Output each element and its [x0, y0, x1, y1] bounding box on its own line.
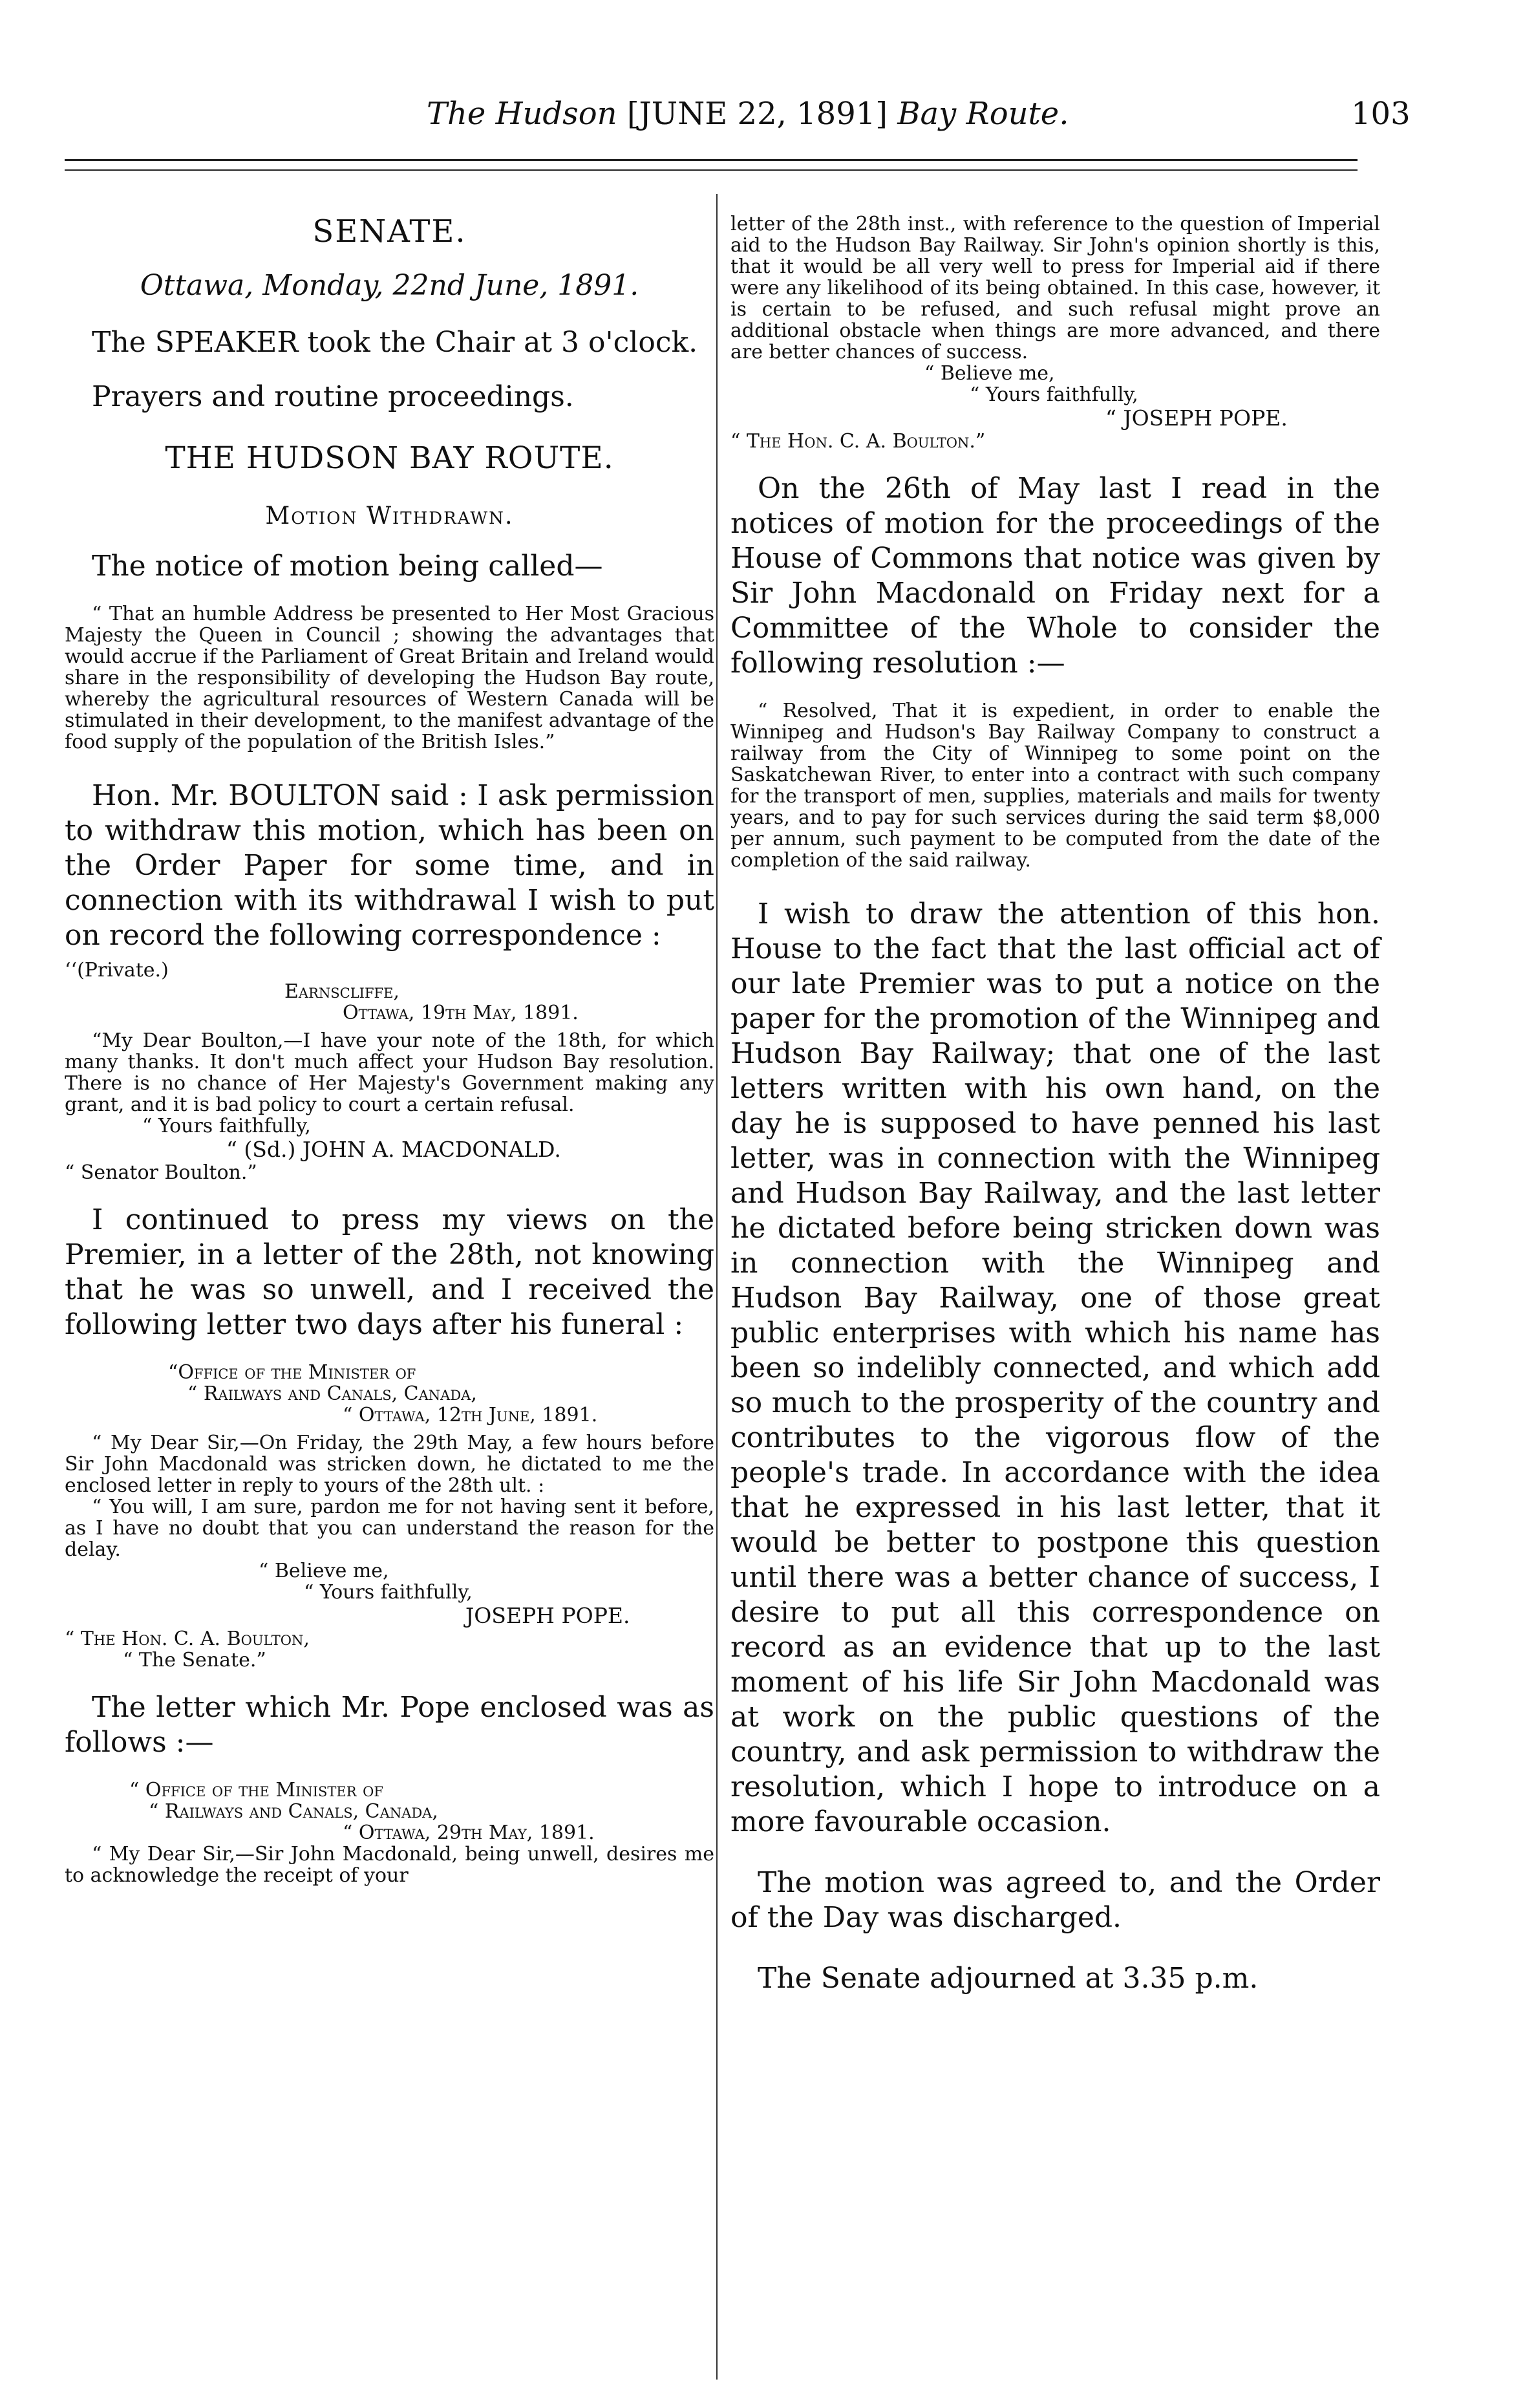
- boulton-speech: Hon. Mr. BOULTON said : I ask permission to withdraw this motion, which has been on the Order Paper for some time, and in connection with its withdrawal I wish to put on record the following correspondence :: [65, 779, 714, 952]
- pope-signature-2: “ JOSEPH POPE.: [1105, 405, 1288, 431]
- header-title: [427, 96, 1069, 132]
- prayers-paragraph: Prayers and routine proceedings.: [92, 380, 574, 413]
- letter2-recipient-senate: “ The Senate.”: [123, 1649, 266, 1672]
- letter2-believe: “ Believe me,: [259, 1560, 389, 1582]
- pope-signature-1: JOSEPH POPE.: [465, 1603, 630, 1628]
- section-title: THE HUDSON BAY ROUTE.: [165, 440, 614, 476]
- letter1-body: “My Dear Boulton,—I have your note of the 18th, for which many thanks. It don't much affect your Hudson Bay resolution. There is no chance of Her Majesty's Government making any grant, and it is bad policy to court a certain refusal.: [65, 1029, 714, 1116]
- letter2-closing: “ Yours faithfully,: [304, 1581, 473, 1604]
- section-subtitle: Motion Withdrawn.: [265, 502, 514, 530]
- notice-paragraph: The notice of motion being called—: [92, 550, 603, 583]
- letter3-body-cont: letter of the 28th inst., with reference to the question of Imperial aid to the Hudson Bay Railway. Sir John's opinion shortly is this, that it would be all very well to press for Imperial aid if there were any likelihood of its being obtained. In this case, however, it is certain to be refused, and such refusal might prove an additional obstacle when things are more advanced, and there are better chances of success.: [730, 213, 1380, 363]
- macdonald-signature: “ (Sd.) JOHN A. MACDONALD.: [226, 1137, 561, 1162]
- session-dateline: Ottawa, Monday, 22nd June, 1891.: [140, 269, 639, 302]
- letter2-body-b: “ You will, I am sure, pardon me for not having sent it before, as I have no doubt that you can understand the reason for the delay.: [65, 1496, 714, 1561]
- running-header: [65, 96, 1411, 147]
- right-column: [730, 213, 1380, 1996]
- letter1-closing: “ Yours faithfully,: [142, 1115, 311, 1137]
- continued-paragraph: I continued to press my views on the Premier, in a letter of the 28th, not knowing that he was so unwell, and I received the following letter two days after his funeral :: [65, 1203, 714, 1341]
- letter1-date: Ottawa, 19th May, 1891.: [343, 1002, 579, 1024]
- header-left-title: The Hudson: [427, 96, 617, 132]
- left-column: [65, 213, 714, 1886]
- enclosed-paragraph: The letter which Mr. Pope enclosed was as follows :—: [65, 1691, 714, 1759]
- header-date: [JUNE 22, 1891]: [626, 96, 888, 132]
- speaker-paragraph: The SPEAKER took the Chair at 3 o'clock.: [92, 326, 698, 359]
- address-quote: “ That an humble Address be presented to Her Most Gracious Majesty the Queen in Council ; showing the advantages that would accrue if the Parliament of Great Britain and Ireland would share in the responsibility of developing the Hudson Bay route, whereby the agricultural resources of Western Canada will be stimulated in their development, to the manifest advantage of the food supply of the population of the British Isles.”: [65, 603, 714, 753]
- letter3-body-start: “ My Dear Sir,—Sir John Macdonald, being unwell, desires me to acknowledge the receipt of your: [65, 1843, 714, 1887]
- letter3-recipient: “ The Hon. C. A. Boulton.”: [730, 430, 986, 453]
- letter2-railways: “ Railways and Canals, Canada,: [187, 1382, 477, 1405]
- private-label: ‘‘(Private.): [65, 959, 169, 982]
- letter2-recipient: “ The Hon. C. A. Boulton,: [65, 1628, 310, 1650]
- header-rule-thin: [65, 169, 1358, 171]
- letter2-office: “Office of the Minister of: [168, 1361, 416, 1384]
- letter1-recipient: “ Senator Boulton.”: [65, 1161, 257, 1184]
- header-right-title: Bay Route.: [897, 96, 1069, 132]
- column-divider: [716, 194, 718, 2380]
- letter2-body-a: “ My Dear Sir,—On Friday, the 29th May, a few hours before Sir John Macdonald was stricken down, he dictated to me the enclosed letter in reply to yours of the 28th ult. :: [65, 1432, 714, 1497]
- letter3-railways: “ Railways and Canals, Canada,: [149, 1800, 438, 1823]
- letter3-closing: “ Yours faithfully,: [970, 383, 1138, 406]
- motion-agreed: The motion was agreed to, and the Order of the Day was discharged.: [730, 1866, 1380, 1934]
- resolution-quote: “ Resolved, That it is expedient, in order to enable the Winnipeg and Hudson's Bay Railway Company to construct a railway from the City of Winnipeg to some point on the Saskatchewan River, to enter into a contract with such company for the transport of men, supplies, materials and mails for twenty years, and to pay for such services during the said term $8,000 per annum, such payment to be computed from the date of the completion of the said railway.: [730, 700, 1380, 872]
- may26-paragraph: On the 26th of May last I read in the notices of motion for the proceedings of the House of Commons that notice was given by Sir John Macdonald on Friday next for a Committee of the Whole to consider the following resolution :—: [730, 472, 1380, 680]
- letter3-date: “ Ottawa, 29th May, 1891.: [343, 1822, 595, 1844]
- earnscliffe-address: Earnscliffe,: [284, 980, 399, 1003]
- senate-adjourned: The Senate adjourned at 3.35 p.m.: [758, 1962, 1259, 1995]
- letter3-believe: “ Believe me,: [924, 362, 1055, 385]
- attention-paragraph: I wish to draw the attention of this hon. House to the fact that the last official act of our late Premier was to put a notice on the paper for the promotion of the Winnipeg and Hudson Bay Railway; that one of the last letters written with his own hand, on the day he is supposed to have penned his last letter, was in connection with the Winnipeg and Hudson Bay Railway, and the last letter he dictated before being stricken down was in connection with the Winnipeg and Hudson Bay Railway, one of those great public enterprises with which his name has been so indelibly connected, and which add so much to the prosperity of the country and contributes to the vigorous flow of the people's trade. In accordance with the idea that he expressed in his last letter, that it would be better to postpone this question until there was a better chance of success, I desire to put all this correspondence on record as an evidence that up to the last moment of his life Sir John Macdonald was at work on the public questions of the country, and ask permission to withdraw the resolution, which I hope to introduce on a more favourable occasion.: [730, 898, 1380, 1838]
- letter3-office: “ Office of the Minister of: [129, 1779, 383, 1801]
- letter2-date: “ Ottawa, 12th June, 1891.: [343, 1404, 598, 1426]
- senate-heading: SENATE.: [312, 213, 467, 250]
- page-number: 103: [1351, 96, 1411, 132]
- header-rule-thick: [65, 159, 1358, 161]
